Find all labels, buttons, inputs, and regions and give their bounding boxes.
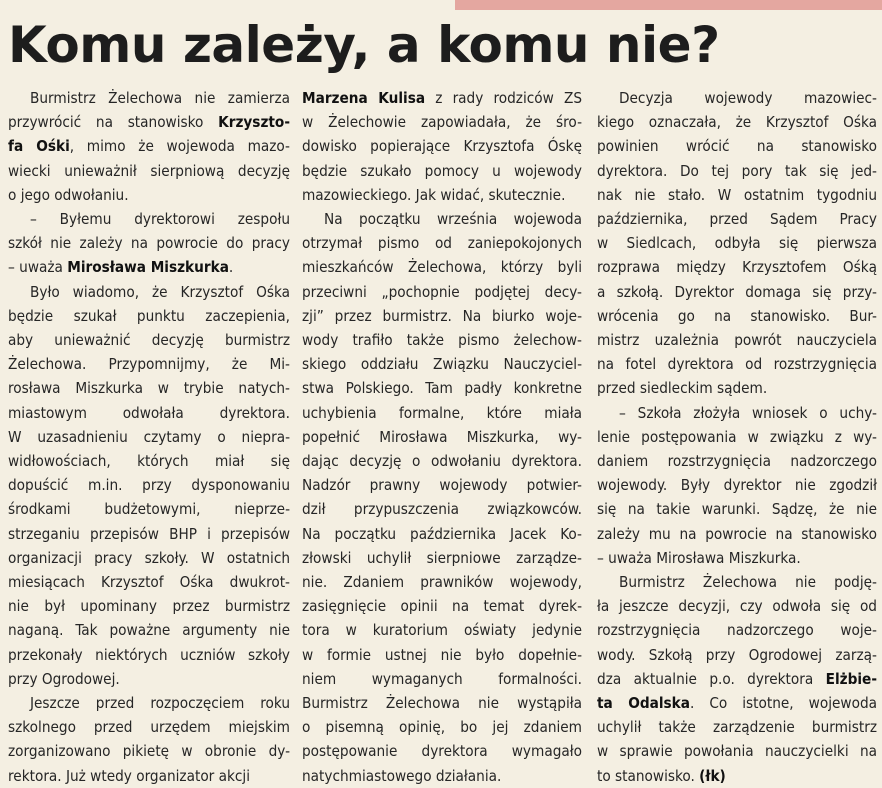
text-line <box>8 159 290 183</box>
text-segment: nie był upominany przez burmistrz <box>8 597 290 616</box>
text-segment: będzie szukał punktu zaczepienia, <box>8 306 290 325</box>
text-segment: na fotel dyrektora od rozstrzygnięcia <box>597 355 877 374</box>
text-line <box>302 764 582 788</box>
text-segment: Burmistrz Żelechowa nie wystąpiła <box>302 694 582 713</box>
text-line <box>597 110 877 134</box>
text-line <box>597 425 877 449</box>
text-line <box>597 231 877 255</box>
text-line <box>8 255 290 279</box>
text-segment: przekonały niektórych uczniów szkoły <box>8 645 290 664</box>
bold-text: Marzena Kulisa <box>302 89 426 107</box>
text-segment: Żelechowa. Przypomnijmy, że Mi- <box>8 355 290 374</box>
text-segment: szkół nie zależy na powrocie do pracy <box>8 234 290 253</box>
text-segment: nak nie stało. W ostatnim tygodniu <box>597 185 877 204</box>
text-line <box>8 546 290 570</box>
text-line <box>302 304 582 328</box>
bold-text: ta Odalska <box>597 694 690 713</box>
text-segment: natychmiastowego działania. <box>302 766 502 785</box>
text-line <box>597 570 877 594</box>
text-line <box>8 449 290 473</box>
text-line <box>8 304 290 328</box>
text-line <box>597 691 877 715</box>
text-segment: w formie ustnej nie było dopełnie- <box>302 645 582 664</box>
text-line <box>302 86 582 110</box>
text-line <box>8 183 290 207</box>
bold-text: Elżbie- <box>825 669 877 688</box>
text-segment: ła jeszcze decyzji, czy odwoła się od <box>597 597 877 616</box>
text-segment: rosława Miszkurka w trybie natych- <box>8 379 290 398</box>
text-segment: lenie postępowania w związku z wy- <box>597 427 877 446</box>
text-segment: zorganizowano pikietę w obronie dy- <box>8 742 290 761</box>
text-segment: . <box>228 258 234 277</box>
text-segment: – Szkoła złożyła wniosek o uchy- <box>619 403 877 422</box>
text-segment: przy Ogrodowej. <box>8 669 120 688</box>
text-segment: nie. Zdaniem prawników wojewody, <box>302 573 582 592</box>
text-line <box>302 449 582 473</box>
text-line <box>8 570 290 594</box>
text-segment: z rady rodziców ZS <box>425 89 582 107</box>
text-line <box>8 207 290 231</box>
text-line <box>8 401 290 425</box>
text-line <box>8 328 290 352</box>
text-segment: miesiącach Krzysztof Ośka dwukrot- <box>8 573 290 592</box>
text-segment: uchylił także zarządzenie burmistrz <box>597 718 877 737</box>
text-segment: daniem rozstrzygnięcia nadzorczego <box>597 452 877 471</box>
text-line <box>597 401 877 425</box>
text-line <box>8 86 290 110</box>
text-line <box>302 159 582 183</box>
text-line <box>302 667 582 691</box>
text-segment: wojewody. Były dyrektor nie zgodził <box>597 476 877 495</box>
text-line <box>8 280 290 304</box>
text-segment: o pisemną opinię, bo jej zdaniem <box>302 718 582 737</box>
text-line <box>302 425 582 449</box>
text-line <box>302 231 582 255</box>
text-segment: szkolnego przed urzędem miejskim <box>8 718 290 737</box>
text-line <box>302 715 582 739</box>
text-segment: przed siedleckim sądem. <box>597 379 768 398</box>
text-segment: . Co istotne, wojewoda <box>689 694 877 713</box>
text-line <box>8 691 290 715</box>
text-line <box>597 715 877 739</box>
paragraph <box>302 207 582 788</box>
text-line <box>8 352 290 376</box>
text-line <box>302 473 582 497</box>
text-segment: w Siedlcach, odbyła się pierwsza <box>597 234 877 253</box>
text-line <box>597 449 877 473</box>
text-segment: mieszkańców Żelechowa, którzy byli <box>302 258 582 277</box>
text-line <box>302 570 582 594</box>
text-segment: otrzymał pismo od zaniepokojonych <box>302 234 582 253</box>
text-segment: rozstrzygnięcia nadzorczego woje- <box>597 621 877 640</box>
text-segment: wody trafiło także pismo żelechow- <box>302 331 582 350</box>
text-line <box>302 280 582 304</box>
text-line <box>302 110 582 134</box>
top-color-strip <box>455 0 882 10</box>
text-segment: , mimo że wojewoda mazo- <box>69 137 290 156</box>
text-line <box>302 207 582 231</box>
text-line <box>597 522 877 546</box>
text-segment: – Byłemu dyrektorowi zespołu <box>30 210 290 229</box>
text-segment: będzie szukało pomocy u wojewody <box>302 161 582 180</box>
text-segment: rozprawa między Krzysztofem Ośką <box>597 258 877 277</box>
text-segment: dyrektora. Do tej pory tak się jed- <box>597 161 877 180</box>
text-line <box>302 497 582 521</box>
text-segment: powinien wrócić na stanowisko <box>597 137 877 156</box>
text-line <box>302 643 582 667</box>
paragraph <box>8 207 290 280</box>
text-line <box>597 594 877 618</box>
text-segment: zji” przez burmistrz. Na biurko woje- <box>302 306 582 325</box>
text-line <box>302 134 582 158</box>
text-segment: – uważa Mirosława Miszkurka. <box>597 548 801 567</box>
text-segment: dowisko popierające Krzysztofa Óskę <box>302 137 582 156</box>
text-segment: postępowanie dyrektora wymagało <box>302 742 582 761</box>
paragraph <box>8 691 290 788</box>
text-line <box>8 376 290 400</box>
article-column-3 <box>597 86 877 788</box>
text-line <box>8 497 290 521</box>
text-segment: Jeszcze przed rozpoczęciem roku <box>30 694 290 713</box>
text-segment: Nadzór prawny wojewody potwier- <box>302 476 582 495</box>
text-line <box>8 764 290 788</box>
text-line <box>302 352 582 376</box>
text-segment: naganą. Tak poważne argumenty nie <box>8 621 290 640</box>
text-segment: wrócenia go na stanowisko. Bur- <box>597 306 877 325</box>
text-segment: złowski uchylił sierpniowe zarządze- <box>302 548 582 567</box>
text-segment: o jego odwołaniu. <box>8 185 129 204</box>
text-line <box>597 159 877 183</box>
text-line <box>8 643 290 667</box>
text-line <box>8 594 290 618</box>
text-line <box>597 328 877 352</box>
text-segment: w Żelechowie zapowiadała, że śro- <box>302 113 582 132</box>
text-segment: to stanowisko. <box>597 766 700 785</box>
text-line <box>302 618 582 642</box>
text-segment: Na początku września wojewoda <box>324 210 582 229</box>
text-line <box>597 618 877 642</box>
text-segment: W uzasadnieniu czytamy o niepra- <box>8 427 290 446</box>
text-segment: organizacji pracy szkoły. W ostatnich <box>8 548 290 567</box>
text-line <box>8 231 290 255</box>
text-segment: Burmistrz Żelechowa nie zamierza <box>30 89 290 107</box>
text-line <box>597 764 877 788</box>
text-line <box>8 134 290 158</box>
text-segment: mistrz uzależnia powrót nauczyciela <box>597 331 877 350</box>
text-segment: dając decyzję o odwołaniu dyrektora. <box>302 452 582 471</box>
text-line <box>8 667 290 691</box>
text-line <box>8 522 290 546</box>
text-segment: zależy mu na powrocie na stanowisko <box>597 524 877 543</box>
text-line <box>597 497 877 521</box>
text-segment: a szkołą. Dyrektor domaga się przy- <box>597 282 877 301</box>
text-segment: tora w kuratorium oświaty jedynie <box>302 621 582 640</box>
text-segment: października, przed Sądem Pracy <box>597 210 877 229</box>
bold-text: Krzyszto- <box>218 113 290 132</box>
text-segment: środkami budżetowymi, nieprze- <box>8 500 290 519</box>
text-line <box>302 183 582 207</box>
text-segment: stwa Polskiego. Tam padły konkretne <box>302 379 582 398</box>
text-line <box>597 546 877 570</box>
paragraph <box>597 86 877 401</box>
article-column-2 <box>302 86 582 788</box>
text-segment: miastowym odwołała dyrektora. <box>8 403 290 422</box>
text-line <box>597 739 877 763</box>
text-line <box>8 425 290 449</box>
text-segment: się na takie warunki. Sądzę, że nie <box>597 500 877 519</box>
text-segment: popełnić Mirosława Miszkurka, wy- <box>302 427 582 446</box>
text-line <box>597 304 877 328</box>
text-segment: w sprawie powołania nauczycielki na <box>597 742 877 761</box>
text-segment: Na początku października Jacek Ko- <box>302 524 582 543</box>
paragraph <box>597 570 877 788</box>
text-line <box>597 376 877 400</box>
text-segment: strzeganiu przepisów BHP i przepisów <box>8 524 290 543</box>
article-column-1 <box>8 86 290 788</box>
text-line <box>597 473 877 497</box>
bold-text: Mirosława Miszkurka <box>67 258 229 277</box>
text-segment: zasięgnięcie opinii na temat dyrek- <box>302 597 582 616</box>
text-line <box>597 134 877 158</box>
text-line <box>597 183 877 207</box>
text-segment: uchybienia formalne, które miała <box>302 403 582 422</box>
text-line <box>597 280 877 304</box>
text-line <box>597 667 877 691</box>
paragraph <box>8 86 290 207</box>
text-segment: przeciwni „pochopnie podjętej decy- <box>302 282 582 301</box>
text-line <box>302 255 582 279</box>
text-segment: widłowościach, których miał się <box>8 452 290 471</box>
text-segment: mazowieckiego. Jak widać, skutecznie. <box>302 185 566 204</box>
text-line <box>302 546 582 570</box>
text-segment: kiego oznaczała, że Krzysztof Ośka <box>597 113 877 132</box>
text-line <box>597 207 877 231</box>
text-line <box>8 715 290 739</box>
text-segment: Decyzja wojewody mazowiec- <box>619 89 877 107</box>
text-line <box>8 739 290 763</box>
text-line <box>8 473 290 497</box>
text-segment: wody. Szkołą przy Ogrodowej zarzą- <box>597 645 877 664</box>
text-segment: wiecki unieważnił sierpniową decyzję <box>8 161 290 180</box>
text-segment: dza aktualnie p.o. dyrektora <box>597 669 826 688</box>
text-segment: przywrócić na stanowisko <box>8 113 219 132</box>
text-line <box>302 522 582 546</box>
text-line <box>302 739 582 763</box>
text-segment: dził przypuszczenia związkowców. <box>302 500 582 519</box>
text-line <box>597 352 877 376</box>
text-segment: skiego oddziału Związku Nauczyciel- <box>302 355 582 374</box>
text-segment: aby unieważnić decyzję burmistrz <box>8 331 290 350</box>
article-headline: Komu zależy, a komu nie? <box>8 16 720 74</box>
text-line <box>302 328 582 352</box>
text-line <box>8 618 290 642</box>
bold-text: (łk) <box>699 766 726 785</box>
text-line <box>302 401 582 425</box>
text-segment: niem wymaganych formalności. <box>302 669 582 688</box>
bold-text: fa Ośki <box>8 137 70 156</box>
paragraph <box>302 86 582 207</box>
text-segment: dopuścić m.in. przy dysponowaniu <box>8 476 290 495</box>
text-line <box>302 594 582 618</box>
text-line <box>302 691 582 715</box>
paragraph <box>597 401 877 570</box>
text-line <box>302 376 582 400</box>
text-segment: – uważa <box>8 258 68 277</box>
text-line <box>597 255 877 279</box>
text-line <box>597 643 877 667</box>
text-segment: Burmistrz Żelechowa nie podję- <box>619 573 877 592</box>
text-segment: rektora. Już wtedy organizator akcji <box>8 766 251 785</box>
text-line <box>597 86 877 110</box>
text-segment: Było wiadomo, że Krzysztof Ośka <box>30 282 290 301</box>
paragraph <box>8 280 290 691</box>
text-line <box>8 110 290 134</box>
